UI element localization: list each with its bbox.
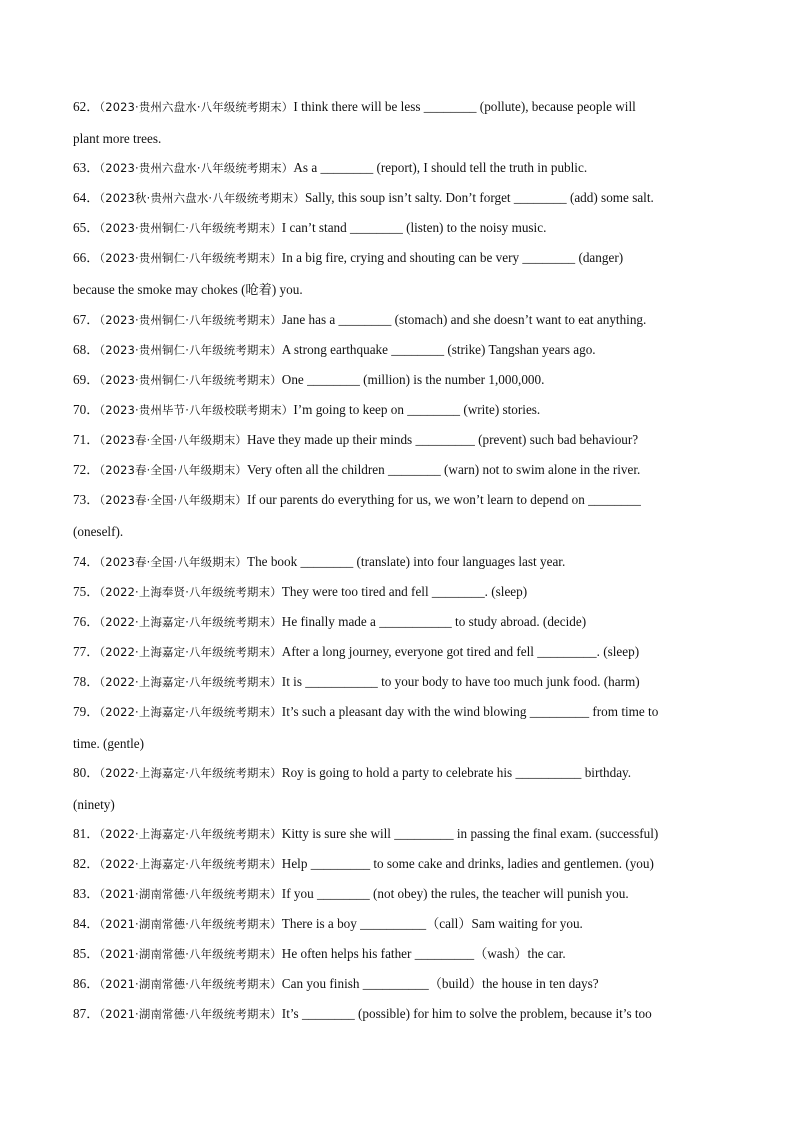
question-number: 74． xyxy=(73,554,100,569)
question-text: Roy is going to hold a party to celebrate his __________ birthday. xyxy=(281,765,632,780)
question-text: I think there will be less ________ (pollute), because people will xyxy=(293,99,636,114)
question-number: 87． xyxy=(73,1006,100,1021)
question-81 xyxy=(73,818,733,850)
question-83 xyxy=(73,878,733,910)
question-source: （2022·上海嘉定·八年级统考期末） xyxy=(99,675,282,689)
question-number: 83． xyxy=(73,886,100,901)
question-73 xyxy=(73,484,733,548)
question-text: In a big fire, crying and shouting can be very ________ (danger) xyxy=(281,250,624,265)
question-source: （2022·上海嘉定·八年级统考期末） xyxy=(99,857,282,871)
question-number: 82． xyxy=(73,856,100,871)
question-68 xyxy=(73,334,733,366)
question-70 xyxy=(73,394,733,426)
question-75 xyxy=(73,576,733,608)
question-source: （2023·贵州铜仁·八年级统考期末） xyxy=(99,221,282,235)
question-number: 75． xyxy=(73,584,100,599)
question-source: （2022·上海嘉定·八年级统考期末） xyxy=(99,645,282,659)
question-82 xyxy=(73,848,733,880)
question-source: （2023·贵州铜仁·八年级统考期末） xyxy=(99,251,282,265)
question-77 xyxy=(73,636,733,668)
question-source: （2022·上海嘉定·八年级统考期末） xyxy=(99,615,282,629)
question-source: （2021·湖南常德·八年级统考期末） xyxy=(99,947,282,961)
question-text: It’s such a pleasant day with the wind blowing _________ from time to xyxy=(281,704,659,719)
question-text: Can you finish __________（build）the house in ten days? xyxy=(281,976,599,991)
question-source: （2023·贵州毕节·八年级校联考期末） xyxy=(99,403,294,417)
question-source: （2023春·全国·八年级期末） xyxy=(99,555,248,569)
question-number: 86． xyxy=(73,976,100,991)
question-number: 81． xyxy=(73,826,100,841)
question-source: （2023春·全国·八年级期末） xyxy=(99,433,248,447)
question-number: 85． xyxy=(73,946,100,961)
question-number: 72． xyxy=(73,462,100,477)
question-continuation: time. (gentle) xyxy=(73,736,145,751)
question-source: （2021·湖南常德·八年级统考期末） xyxy=(99,977,282,991)
question-number: 62． xyxy=(73,99,100,114)
question-number: 63． xyxy=(73,160,100,175)
question-source: （2023秋·贵州六盘水·八年级统考期末） xyxy=(99,191,305,205)
question-source: （2021·湖南常德·八年级统考期末） xyxy=(99,887,282,901)
question-continuation: (oneself). xyxy=(73,524,124,539)
question-number: 84． xyxy=(73,916,100,931)
question-text: As a ________ (report), I should tell the truth in public. xyxy=(293,160,588,175)
question-84 xyxy=(73,908,733,940)
question-continuation: plant more trees. xyxy=(73,131,162,146)
question-source: （2023·贵州六盘水·八年级统考期末） xyxy=(99,161,294,175)
question-text: I can’t stand ________ (listen) to the noisy music. xyxy=(281,220,547,235)
question-text: Have they made up their minds _________ (prevent) such bad behaviour? xyxy=(247,432,639,447)
question-text: It is ___________ to your body to have too much junk food. (harm) xyxy=(281,674,640,689)
question-76 xyxy=(73,606,733,638)
question-number: 68． xyxy=(73,342,100,357)
question-74 xyxy=(73,546,733,578)
question-source: （2023春·全国·八年级期末） xyxy=(99,493,248,507)
question-continuation: (ninety) xyxy=(73,797,115,812)
question-continuation: because the smoke may chokes (呛着) you. xyxy=(73,282,303,297)
question-text: A strong earthquake ________ (strike) Tangshan years ago. xyxy=(281,342,596,357)
question-80 xyxy=(73,757,733,821)
question-number: 64． xyxy=(73,190,100,205)
question-66 xyxy=(73,242,733,306)
question-71 xyxy=(73,424,733,456)
question-text: If you ________ (not obey) the rules, the teacher will punish you. xyxy=(281,886,629,901)
question-text: It’s ________ (possible) for him to solve the problem, because it’s too xyxy=(281,1006,652,1021)
question-text: After a long journey, everyone got tired and fell _________. (sleep) xyxy=(281,644,640,659)
question-text: Help _________ to some cake and drinks, ladies and gentlemen. (you) xyxy=(281,856,654,871)
question-source: （2021·湖南常德·八年级统考期末） xyxy=(99,1007,282,1021)
question-number: 76． xyxy=(73,614,100,629)
question-text: Sally, this soup isn’t salty. Don’t forget ________ (add) some salt. xyxy=(304,190,654,205)
question-source: （2023·贵州铜仁·八年级统考期末） xyxy=(99,313,282,327)
question-source: （2022·上海嘉定·八年级统考期末） xyxy=(99,705,282,719)
question-85 xyxy=(73,938,733,970)
question-number: 65． xyxy=(73,220,100,235)
question-source: （2023春·全国·八年级期末） xyxy=(99,463,248,477)
question-text: If our parents do everything for us, we won’t learn to depend on ________ xyxy=(247,492,641,507)
question-number: 69． xyxy=(73,372,100,387)
question-text: There is a boy __________（call）Sam waiting for you. xyxy=(281,916,583,931)
question-65 xyxy=(73,212,733,244)
question-63 xyxy=(73,152,733,184)
question-text: He often helps his father _________（wash）the car. xyxy=(281,946,566,961)
question-text: One ________ (million) is the number 1,000,000. xyxy=(281,372,545,387)
question-source: （2023·贵州六盘水·八年级统考期末） xyxy=(99,100,294,114)
question-number: 73． xyxy=(73,492,100,507)
question-text: Very often all the children ________ (warn) not to swim alone in the river. xyxy=(247,462,641,477)
question-text: Kitty is sure she will _________ in passing the final exam. (successful) xyxy=(281,826,659,841)
question-64 xyxy=(73,182,733,214)
question-text: The book ________ (translate) into four languages last year. xyxy=(247,554,566,569)
question-72 xyxy=(73,454,733,486)
question-86 xyxy=(73,968,733,1000)
question-text: They were too tired and fell ________. (sleep) xyxy=(281,584,528,599)
question-text: He finally made a ___________ to study abroad. (decide) xyxy=(281,614,587,629)
question-text: Jane has a ________ (stomach) and she doesn’t want to eat anything. xyxy=(281,312,647,327)
question-number: 80． xyxy=(73,765,100,780)
question-79 xyxy=(73,696,733,760)
question-source: （2022·上海嘉定·八年级统考期末） xyxy=(99,766,282,780)
question-number: 67． xyxy=(73,312,100,327)
question-source: （2022·上海奉贤·八年级统考期末） xyxy=(99,585,282,599)
question-62 xyxy=(73,91,733,155)
question-source: （2021·湖南常德·八年级统考期末） xyxy=(99,917,282,931)
question-number: 77． xyxy=(73,644,100,659)
question-87 xyxy=(73,998,733,1030)
question-69 xyxy=(73,364,733,396)
question-number: 71． xyxy=(73,432,100,447)
question-source: （2022·上海嘉定·八年级统考期末） xyxy=(99,827,282,841)
question-78 xyxy=(73,666,733,698)
question-number: 78． xyxy=(73,674,100,689)
question-source: （2023·贵州铜仁·八年级统考期末） xyxy=(99,343,282,357)
question-source: （2023·贵州铜仁·八年级统考期末） xyxy=(99,373,282,387)
question-text: I’m going to keep on ________ (write) stories. xyxy=(293,402,541,417)
question-number: 66． xyxy=(73,250,100,265)
question-number: 79． xyxy=(73,704,100,719)
question-67 xyxy=(73,304,733,336)
question-number: 70． xyxy=(73,402,100,417)
